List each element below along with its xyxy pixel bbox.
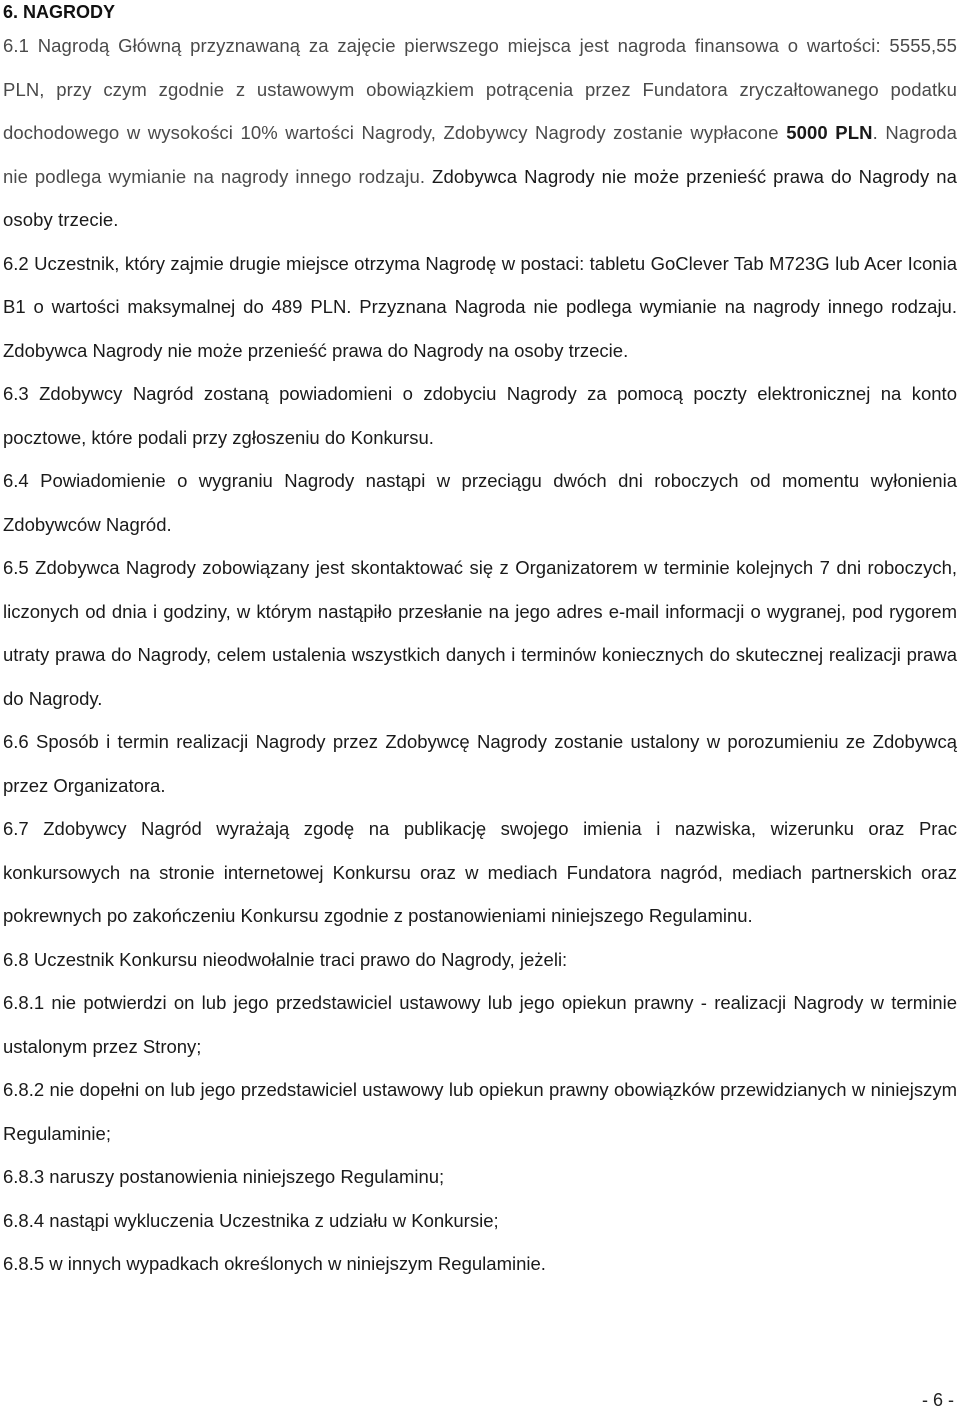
page-number: - 6 -	[921, 1390, 954, 1410]
paragraph-6-1-text-a: 6.1 Nagrodą Główną przyznawaną za zajęcie pierwszego miejsca jest nagroda finansowa o wartości: 5555,55 PLN, przy czym zgodnie z ustawowym obowiązkiem potrącenia przez Fundatora zryczałtowanego podatku dochodowego w wysokości 10% wartości Nagrody, Zdobywcy Nagrody zostanie wypłacone	[3, 35, 957, 143]
paragraph-6-4: 6.4 Powiadomienie o wygraniu Nagrody nastąpi w przeciągu dwóch dni roboczych od momentu wyłonienia Zdobywców Nagród.	[3, 470, 957, 535]
paragraph-6-8-1: 6.8.1 nie potwierdzi on lub jego przedstawiciel ustawowy lub jego opiekun prawny - realizacji Nagrody w terminie ustalonym przez Strony;	[3, 992, 957, 1057]
section-heading: 6. NAGRODY	[3, 2, 116, 22]
paragraph-6-2: 6.2 Uczestnik, który zajmie drugie miejsce otrzyma Nagrodę w postaci: tabletu GoClever Tab M723G lub Acer Iconia B1 o wartości maksymalnej do 489 PLN. Przyznana Nagroda nie podlega wymianie na nagrody innego rodzaju. Zdobywca Nagrody nie może przenieść prawa do Nagrody na osoby trzecie.	[3, 252, 957, 361]
paragraph-6-1-text-b: . Nagroda nie podlega wymianie na nagrody innego rodzaju.	[3, 122, 957, 187]
paragraph-6-8-5: 6.8.5 w innych wypadkach określonych w niniejszym Regulaminie.	[3, 1253, 546, 1274]
paragraph-6-3: 6.3 Zdobywcy Nagród zostaną powiadomieni o zdobyciu Nagrody za pomocą poczty elektronicznej na konto pocztowe, które podali przy zgłoszeniu do Konkursu.	[3, 383, 957, 448]
paragraph-6-8-3: 6.8.3 naruszy postanowienia niniejszego Regulaminu;	[3, 1166, 445, 1187]
paragraph-6-8: 6.8 Uczestnik Konkursu nieodwołalnie traci prawo do Nagrody, jeżeli:	[3, 948, 568, 970]
paragraph-6-7: 6.7 Zdobywcy Nagród wyrażają zgodę na publikację swojego imienia i nazwiska, wizerunku oraz Prac konkursowych na stronie internetowej Konkursu oraz w mediach Fundatora nagród, mediach partnerskich oraz pokrewnych po zakończeniu Konkursu zgodnie z postanowieniami niniejszego Regulaminu.	[3, 818, 957, 926]
paragraph-6-6: 6.6 Sposób i termin realizacji Nagrody przez Zdobywcę Nagrody zostanie ustalony w porozumieniu ze Zdobywcą przez Organizatora.	[3, 731, 957, 796]
paragraph-6-1-text-c: Zdobywca Nagrody nie może przenieść prawa do Nagrody na osoby trzecie.	[3, 165, 958, 230]
paragraph-6-8-2: 6.8.2 nie dopełni on lub jego przedstawiciel ustawowy lub opiekun prawny obowiązków przewidzianych w niniejszym Regulaminie;	[3, 1079, 957, 1144]
prize-amount: 5000 PLN	[786, 122, 873, 143]
paragraph-6-5: 6.5 Zdobywca Nagrody zobowiązany jest skontaktować się z Organizatorem w terminie kolejnych 7 dni roboczych, liczonych od dnia i godziny, w którym nastąpiło przesłanie na jego adres e-mail informacji o wygranej, pod rygorem utraty prawa do Nagrody, celem ustalenia wszystkich danych i terminów koniecznych do skutecznej realizacji prawa do Nagrody.	[3, 557, 957, 709]
paragraph-6-8-4: 6.8.4 nastąpi wykluczenia Uczestnika z udziału w Konkursie;	[3, 1209, 499, 1231]
paragraph-6-1	[3, 24, 957, 242]
